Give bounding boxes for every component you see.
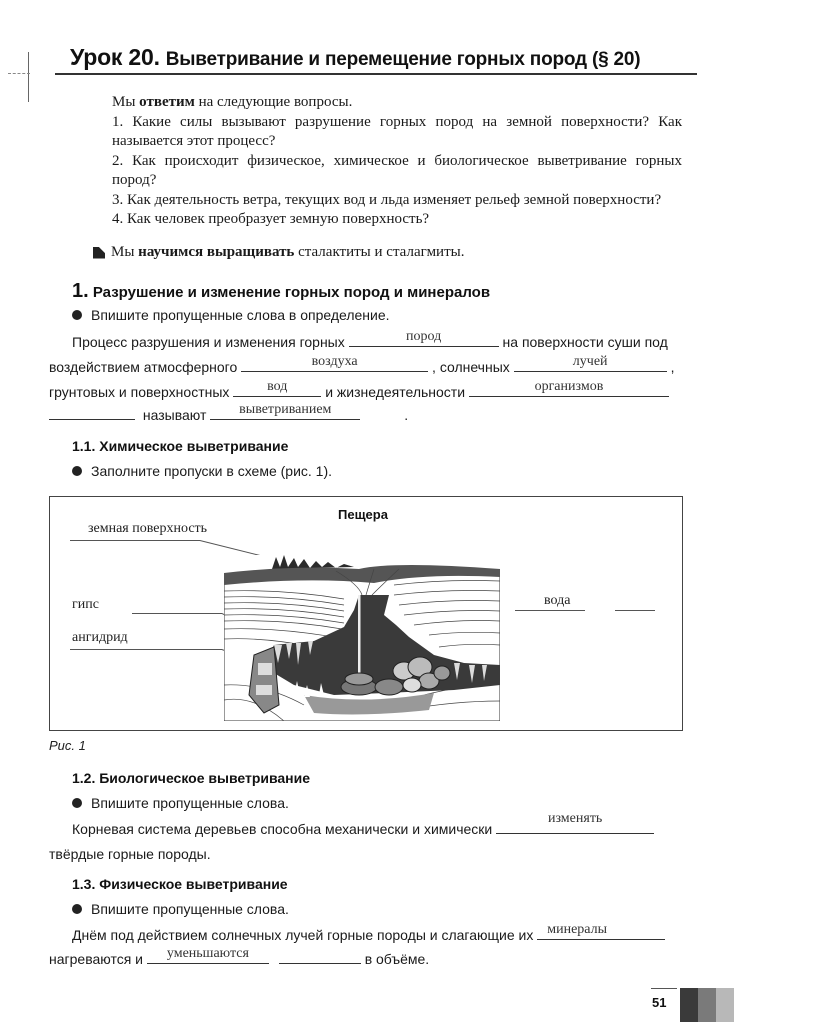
figure-caption: Рис. 1 (49, 738, 86, 753)
answer-field-phys-3[interactable] (279, 950, 361, 964)
definition-line-1 (72, 329, 668, 350)
text-segment: и жизнедеятельности (325, 384, 466, 400)
answer-1: пород (406, 329, 442, 344)
intro-lead (112, 93, 682, 113)
bullet-icon (72, 466, 82, 476)
color-strip-mid (698, 988, 716, 1022)
definition-line-2 (49, 354, 675, 375)
text-segment: Корневая система деревьев способна механически и химически (72, 821, 493, 837)
section-1-2-task-text: Впишите пропущенные слова. (91, 795, 289, 811)
answer-field-5[interactable] (469, 379, 669, 397)
section-1-title: Разрушение и изменение горных пород и минералов (92, 284, 491, 301)
answer-field-1[interactable] (349, 329, 499, 347)
leader-line (132, 613, 222, 614)
text-segment: Процесс разрушения и изменения горных (72, 334, 345, 350)
intro-lead-suffix: на следующие вопросы. (198, 94, 353, 110)
answer-field-4[interactable] (233, 379, 321, 397)
text-segment: , (670, 359, 675, 375)
section-1-1-heading: 1.1. Химическое выветривание (72, 438, 289, 454)
label-gypsum: гипс (72, 597, 99, 612)
answer-field-2[interactable] (241, 354, 428, 372)
section-1-3-heading: 1.3. Физическое выветривание (72, 876, 288, 892)
color-strip-dark (680, 988, 698, 1022)
phys-line-1 (72, 922, 665, 943)
text-segment: на поверхности суши под (502, 334, 668, 350)
bullet-icon (72, 798, 82, 808)
answer-7: выветриванием (239, 402, 332, 417)
lesson-header (55, 44, 697, 75)
answer-5: организмов (534, 379, 604, 394)
figure-title: Пещера (338, 507, 388, 522)
answer-bio: изменять (547, 811, 603, 826)
color-strip-light (716, 988, 734, 1022)
text-segment: грунтовых и поверхностных (49, 384, 230, 400)
section-1-1-task (72, 463, 332, 479)
text-segment: . (404, 407, 409, 423)
intro-lead-bold: ответим (139, 94, 195, 110)
section-1-number: 1. (72, 280, 89, 302)
page-number: 51 (652, 995, 667, 1010)
section-1-heading (72, 280, 490, 303)
crop-mark-horizontal (8, 73, 30, 74)
section-1-3-task-text: Впишите пропущенные слова. (91, 901, 289, 917)
lesson-number: Урок 20. (70, 44, 160, 70)
answer-blank-line (615, 610, 655, 611)
text-segment: в объёме. (364, 951, 430, 967)
question-2: 2. Как происходит физическое, химическое и биологическое выветривание горных пород? (112, 152, 682, 188)
learn-goal (93, 244, 464, 261)
text-segment: называют (142, 407, 207, 423)
leader-line (515, 610, 585, 611)
lesson-title-text: Выветривание и перемещение горных пород (§ 20) (165, 49, 641, 70)
answer-phys-1: минералы (547, 922, 608, 937)
page-number-rule (651, 988, 677, 989)
learn-prefix: Мы (111, 244, 135, 260)
label-earth-surface: земная поверхность (88, 521, 208, 536)
question-3: 3. Как деятельность ветра, текущих вод и льда изменяет рельеф земной поверхности? (112, 191, 662, 208)
text-segment: Днём под действием солнечных лучей горные породы и слагающие их (72, 927, 534, 943)
leader-line (70, 649, 222, 650)
definition-line-3 (49, 379, 669, 400)
phys-line-2 (49, 946, 430, 967)
intro-questions (112, 93, 682, 230)
marker-icon (93, 247, 105, 259)
answer-field-6[interactable] (49, 406, 135, 420)
crop-mark-vertical (28, 52, 29, 102)
lesson-title (55, 44, 697, 71)
bio-line-2: твёрдые горные породы. (49, 846, 211, 862)
learn-suffix: сталактиты и сталагмиты. (298, 244, 465, 260)
definition-line-4 (49, 402, 409, 423)
section-1-task-text: Впишите пропущенные слова в определение. (91, 307, 390, 323)
label-water: вода (544, 593, 571, 608)
label-anhydrite: ангидрид (72, 630, 128, 645)
cave-illustration (224, 555, 500, 721)
text-segment: нагреваются и (49, 951, 144, 967)
bullet-icon (72, 310, 82, 320)
answer-3: лучей (572, 354, 608, 369)
answer-phys-2: уменьшаются (166, 946, 249, 961)
answer-field-bio[interactable] (496, 811, 654, 834)
answer-field-phys-2[interactable] (147, 946, 269, 964)
answer-field-3[interactable] (514, 354, 667, 372)
section-1-2-heading: 1.2. Биологическое выветривание (72, 770, 311, 786)
question-1: 1. Какие силы вызывают разрушение горных пород на земной поверхности? Как называется этот процесс? (112, 113, 682, 149)
answer-4: вод (267, 379, 288, 394)
answer-2: воздуха (311, 354, 358, 369)
section-1-3-task (72, 901, 289, 917)
intro-lead-prefix: Мы (112, 94, 136, 110)
section-1-1-task-text: Заполните пропуски в схеме (рис. 1). (91, 463, 333, 479)
section-1-task (72, 307, 390, 323)
section-1-2-task (72, 795, 289, 811)
answer-field-phys-1[interactable] (537, 922, 665, 940)
text-segment: воздействием атмосферного (49, 359, 238, 375)
cave-figure (49, 496, 683, 731)
leader-line (70, 540, 200, 541)
text-segment: , солнечных (432, 359, 510, 375)
question-4: 4. Как человек преобразует земную поверхность? (112, 211, 430, 227)
bio-line-1 (72, 811, 654, 837)
answer-field-7[interactable] (210, 402, 360, 420)
learn-bold: научимся выращивать (138, 244, 295, 260)
bullet-icon (72, 904, 82, 914)
